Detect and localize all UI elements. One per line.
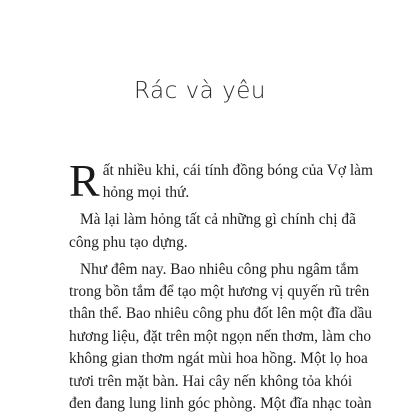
- text-line: trong bồn tắm để tạo một hương vị quyến rũ trên: [69, 283, 370, 301]
- text-line: Mà lại làm hỏng tất cả những gì chính chị đã: [80, 211, 356, 229]
- text-line: không gian thơm ngát mùi hoa hồng. Một lọ hoa: [69, 350, 368, 368]
- drop-cap: R: [69, 155, 100, 206]
- paragraph-1: [69, 155, 373, 206]
- text-line: tươi trên mặt bàn. Hai cây nến không tỏa khói: [69, 372, 353, 390]
- chapter-title: Rác và yêu: [134, 78, 266, 104]
- text-line: hương liệu, đặt trên một ngọn nến thơm, làm cho: [69, 327, 372, 345]
- body-text: [69, 155, 373, 420]
- text-line: ất nhiều khi, cái tính đồng bóng của Vợ làm: [102, 162, 373, 179]
- text-line: đen đang lung linh góc phòng. Một đĩa nhạc toàn: [69, 395, 372, 413]
- text-line: Như đêm nay. Bao nhiêu công phu ngâm tắm: [80, 260, 359, 278]
- paragraph-2: [69, 209, 356, 254]
- text-line: công phu tạo dựng.: [69, 233, 188, 251]
- paragraph-3: [69, 259, 373, 416]
- text-line: hỏng mọi thứ.: [102, 184, 190, 202]
- text-line: thân thể. Bao nhiêu công phu đốt lên một đĩa dầu: [69, 305, 373, 323]
